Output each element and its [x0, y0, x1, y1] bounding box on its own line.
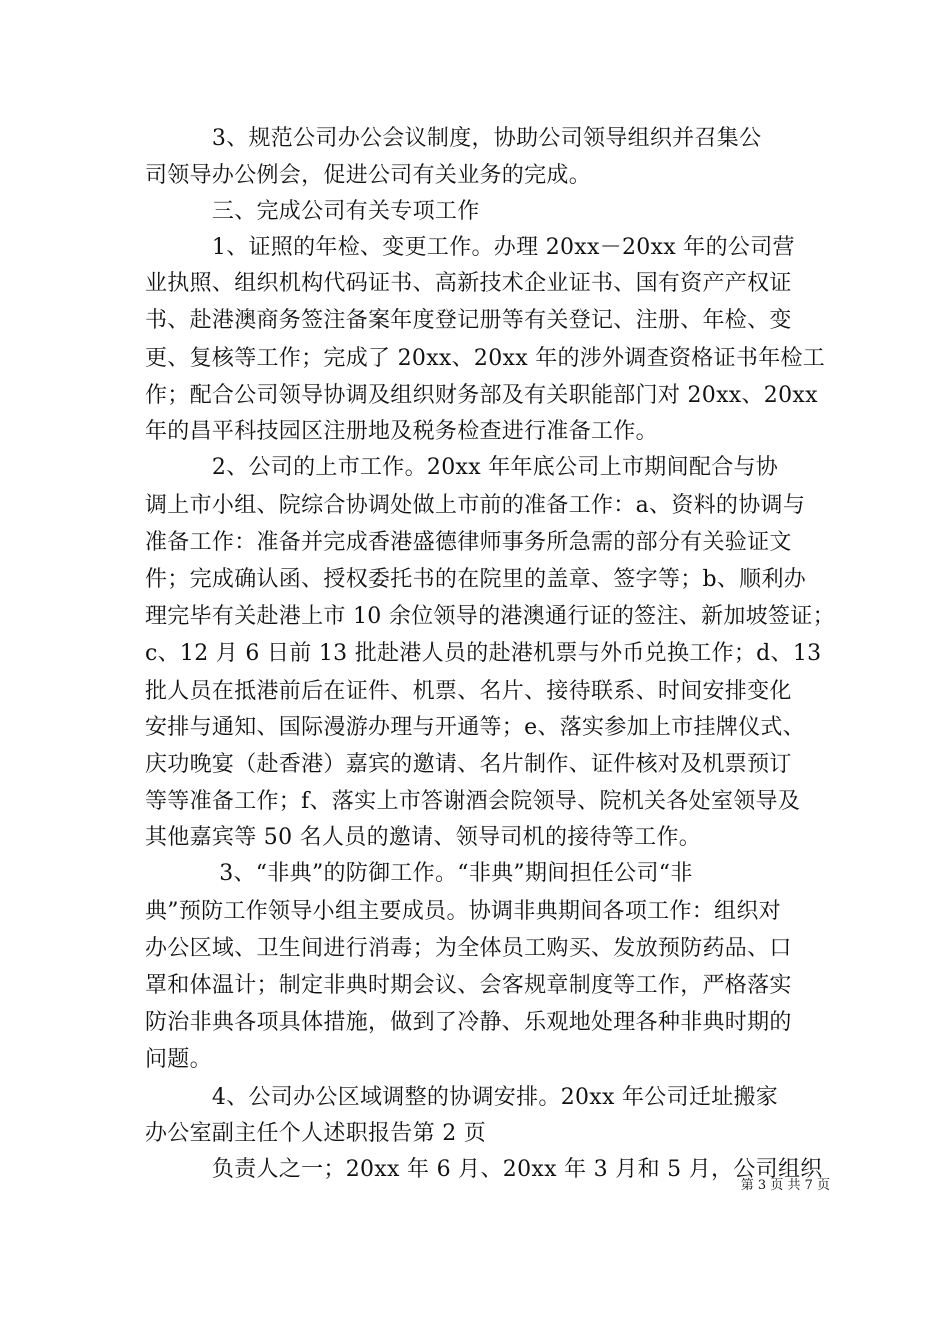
- text-line: 庆功晚宴（赴香港）嘉宾的邀请、名片制作、证件核对及机票预订: [145, 752, 792, 777]
- text-line: 负责人之一；20xx 年 6 月、20xx 年 3 月和 5 月，公司组织: [145, 1157, 823, 1182]
- text-line: 批人员在抵港前后在证件、机票、名片、接待联系、时间安排变化: [145, 679, 792, 704]
- text-line: 防治非典各项具体措施，做到了冷静、乐观地处理各种非典时期的: [145, 1010, 792, 1035]
- text-line: 办公室副主任个人述职报告第 2 页: [145, 1121, 487, 1146]
- text-line: 罩和体温计；制定非典时期会议、会客规章制度等工作，严格落实: [145, 973, 792, 998]
- text-line: 准备工作：准备并完成香港盛德律师事务所急需的部分有关验证文: [145, 530, 792, 555]
- text-line: 作；配合公司领导协调及组织财务部及有关职能部门对 20xx、20xx: [145, 383, 818, 408]
- text-line: 业执照、组织机构代码证书、高新技术企业证书、国有资产产权证: [145, 271, 792, 296]
- text-line: 2、公司的上市工作。20xx 年年底公司上市期间配合与协: [145, 455, 779, 480]
- text-line: 办公区域、卫生间进行消毒；为全体员工购买、发放预防药品、口: [145, 936, 792, 961]
- text-line: 3、规范公司办公会议制度，协助公司领导组织并召集公: [145, 126, 762, 151]
- text-line: 更、复核等工作；完成了 20xx、20xx 年的涉外调查资格证书年检工: [145, 346, 826, 371]
- text-line: c、12 月 6 日前 13 批赴港人员的赴港机票与外币兑换工作；d、13: [145, 641, 822, 666]
- text-line: 件；完成确认函、授权委托书的在院里的盖章、签字等；b、顺利办: [145, 567, 807, 592]
- text-line: 司领导办公例会，促进公司有关业务的完成。: [145, 163, 592, 188]
- text-line: 调上市小组、院综合协调处做上市前的准备工作：a、资料的协调与: [145, 493, 806, 518]
- text-line: 等等准备工作；f、落实上市答谢酒会院领导、院机关各处室领导及: [145, 789, 801, 814]
- text-line: 安排与通知、国际漫游办理与开通等；e、落实参加上市挂牌仪式、: [145, 715, 806, 740]
- text-line: 年的昌平科技园区注册地及税务检查进行准备工作。: [145, 419, 658, 444]
- text-line: 理完毕有关赴港上市 10 余位领导的港澳通行证的签注、新加坡签证；: [145, 604, 835, 629]
- text-line: 4、公司办公区域调整的协调安排。20xx 年公司迁址搬家: [145, 1085, 779, 1110]
- section-heading: 三、完成公司有关专项工作: [145, 199, 480, 224]
- page-number: 第 3 页 共 7 页: [740, 1178, 830, 1193]
- text-line: 典”预防工作领导小组主要成员。协调非典期间各项工作：组织对: [145, 899, 781, 924]
- text-line: 书、赴港澳商务签注备案年度登记册等有关登记、注册、年检、变: [145, 308, 792, 333]
- text-line: 其他嘉宾等 50 名人员的邀请、领导司机的接待等工作。: [145, 825, 702, 850]
- text-line: 1、证照的年检、变更工作。办理 20xx－20xx 年的公司营: [145, 235, 795, 260]
- text-line: 问题。: [145, 1047, 212, 1072]
- text-line: 3、“非典”的防御工作。“非典”期间担任公司“非: [145, 861, 693, 886]
